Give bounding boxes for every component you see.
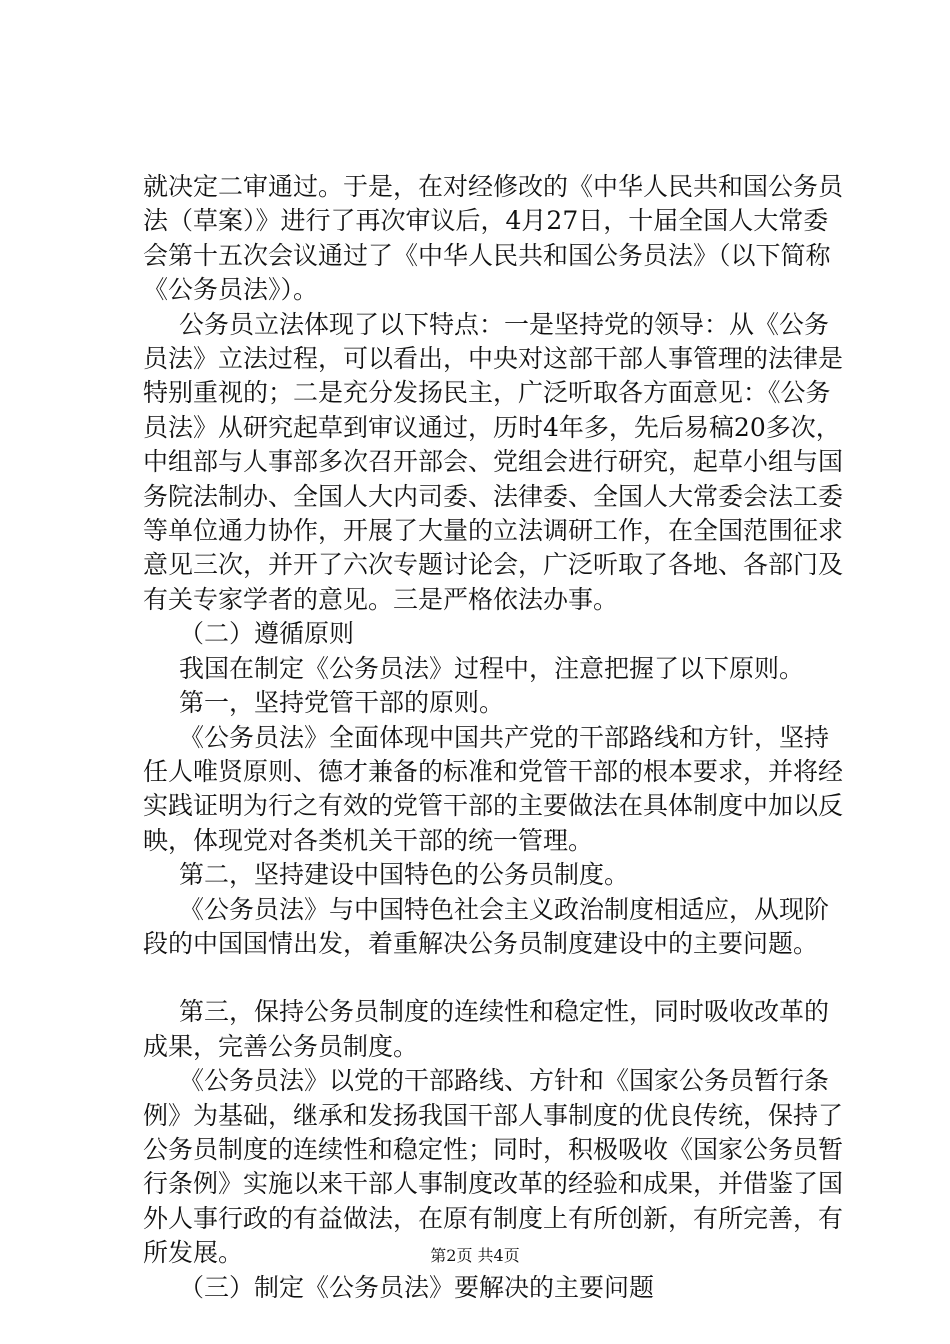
paragraph-spacer xyxy=(143,961,843,995)
paragraph-1: 就决定二审通过。于是，在对经修改的《中华人民共和国公务员法（草案）》进行了再次审议后，4月27日，十届全国人大常委会第十五次会议通过了《中华人民共和国公务员法》（以下简称《公务员法》）。 xyxy=(143,172,844,305)
principle-1-heading: 第一，坚持党管干部的原则。 xyxy=(179,688,505,718)
page-footer: 第2页 共4页 xyxy=(430,1246,520,1265)
document-body xyxy=(143,170,843,1305)
principle-2-heading: 第二，坚持建设中国特色的公务员制度。 xyxy=(179,860,630,890)
paragraph-3: 我国在制定《公务员法》过程中，注意把握了以下原则。 xyxy=(179,653,805,683)
paragraph-5: 《公务员法》与中国特色社会主义政治制度相适应，从现阶段的中国国情出发，着重解决公务员制度建设中的主要问题。 xyxy=(143,894,830,958)
section-heading-2: （二）遵循原则 xyxy=(179,619,355,649)
section-heading-3: （三）制定《公务员法》要解决的主要问题 xyxy=(179,1272,655,1302)
principle-3-heading: 第三，保持公务员制度的连续性和稳定性，同时吸收改革的成果，完善公务员制度。 xyxy=(143,997,830,1061)
paragraph-2: 公务员立法体现了以下特点：一是坚持党的领导：从《公务员法》立法过程，可以看出，中央对这部干部人事管理的法律是特别重视的；二是充分发扬民主，广泛听取各方面意见：《公务员法》从研究起草到审议通过，历时4年多，先后易稿20多次，中组部与人事部多次召开部会、党组会进行研究，起草小组与国务院法制办、全国人大内司委、法律委、全国人大常委会法工委等单位通力协作，开展了大量的立法调研工作，在全国范围征求意见三次，并开了六次专题讨论会，广泛听取了各地、各部门及有关专家学者的意见。三是严格依法办事。 xyxy=(143,309,844,614)
paragraph-6: 《公务员法》以党的干部路线、方针和《国家公务员暂行条例》为基础，继承和发扬我国干部人事制度的优良传统，保持了公务员制度的连续性和稳定性；同时，积极吸收《国家公务员暂行条例》实施以来干部人事制度改革的经验和成果，并借鉴了国外人事行政的有益做法，在原有制度上有所创新，有所完善，有所发展。 xyxy=(143,1066,844,1268)
paragraph-4: 《公务员法》全面体现中国共产党的干部路线和方针，坚持任人唯贤原则、德才兼备的标准和党管干部的根本要求，并将经实践证明为行之有效的党管干部的主要做法在具体制度中加以反映，体现党对各类机关干部的统一管理。 xyxy=(143,722,844,855)
